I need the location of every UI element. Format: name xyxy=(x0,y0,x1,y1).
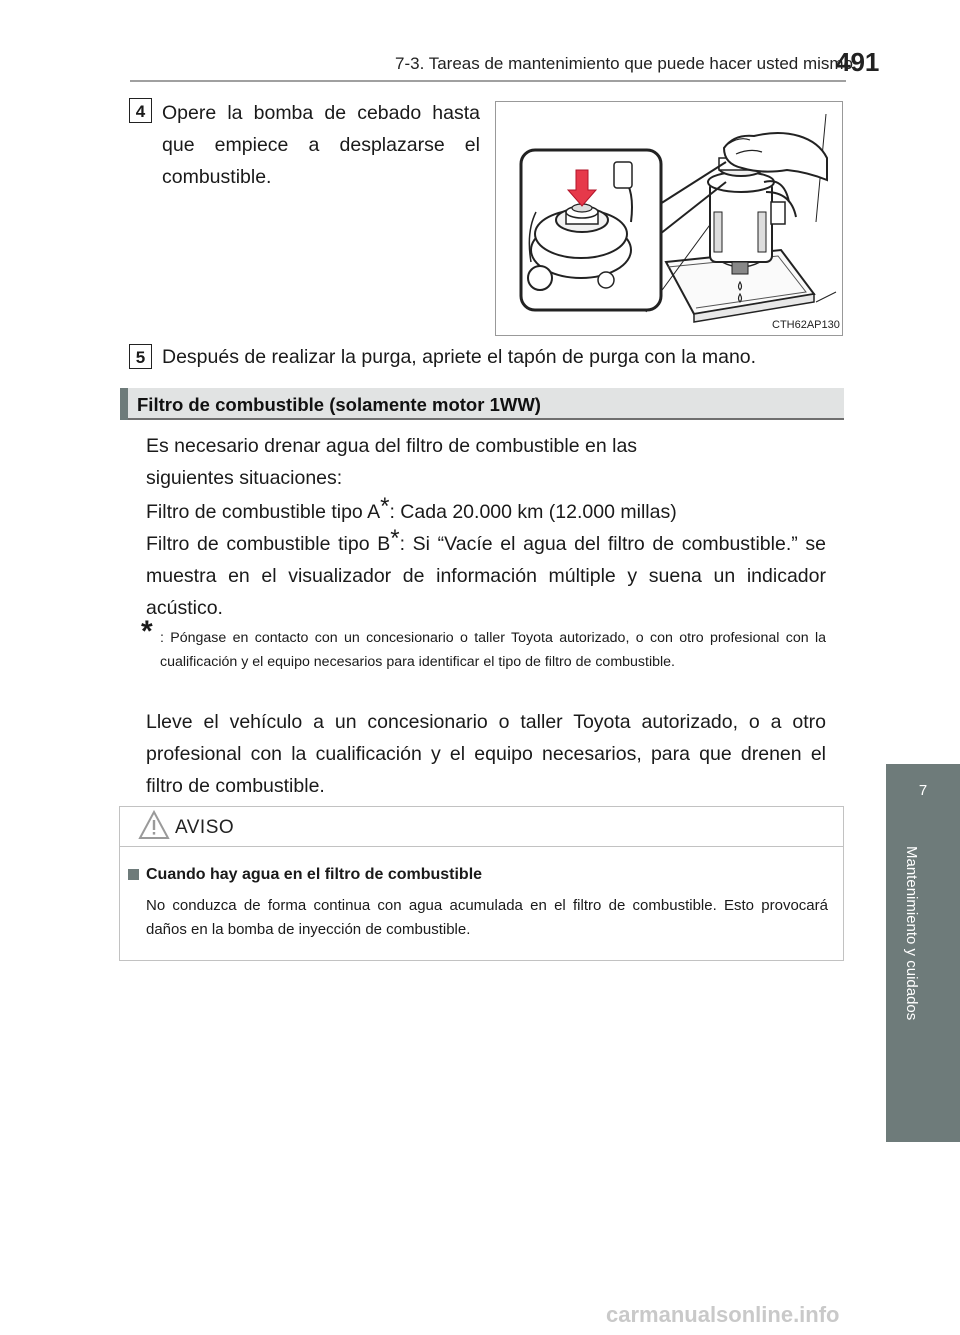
fuel-filter-priming-pump-illustration xyxy=(496,102,842,335)
aviso-text: No conduzca de forma continua con agua acumulada en el filtro de combustible. Esto provocará daños en la bomba de inyección de combustible. xyxy=(146,897,828,938)
page-number: 491 xyxy=(836,47,880,77)
type-b-prefix: Filtro de combustible tipo B xyxy=(146,533,391,555)
aviso-title: AVISO xyxy=(175,817,235,838)
chapter-title: Mantenimiento y cuidados xyxy=(903,846,920,1021)
aviso-divider xyxy=(120,846,843,847)
illustration-code: CTH62AP130 xyxy=(772,319,840,331)
header-section-title: 7-3. Tareas de mantenimiento que puede hacer usted mismo xyxy=(395,54,854,73)
footnote-text: : Póngase en contacto con un concesionario o taller Toyota autorizado, o con otro profesional con la cualificación y el equipo necesarios para identificar el tipo de filtro de combustible. xyxy=(160,630,826,670)
fuel-filter-illustration xyxy=(495,101,843,336)
step-badge-5: 5 xyxy=(129,344,152,369)
section-title: Filtro de combustible (solamente motor 1WW) xyxy=(137,394,541,415)
step-badge-4: 4 xyxy=(129,98,152,123)
chapter-side-tab xyxy=(886,764,960,1142)
step-5-text: Después de realizar la purga, apriete el tapón de purga con la mano. xyxy=(162,346,757,368)
warning-triangle-icon xyxy=(138,810,170,845)
square-bullet-icon xyxy=(128,869,139,880)
chapter-number: 7 xyxy=(918,782,928,799)
body-intro: Es necesario drenar agua del filtro de combustible en las siguientes situaciones: xyxy=(146,435,638,489)
type-a-prefix: Filtro de combustible tipo A xyxy=(146,501,381,523)
header-rule xyxy=(130,80,846,82)
closing-paragraph: Lleve el vehículo a un concesionario o taller Toyota autorizado, o a otro profesional con la cualificación y el equipo necesarios, para que drenen el filtro de combustible. xyxy=(146,711,826,797)
type-a-suffix: : Cada 20.000 km (12.000 millas) xyxy=(389,501,677,523)
type-b-asterisk: * xyxy=(390,525,400,552)
type-b-paragraph xyxy=(146,525,826,624)
watermark: carmanualsonline.info xyxy=(606,1302,840,1327)
step-4-text: Opere la bomba de cebado hasta que empiece a desplazarse el combustible. xyxy=(162,102,480,188)
section-header-accent xyxy=(120,388,128,420)
footnote-asterisk: * xyxy=(141,615,153,648)
type-b-suffix: : Si “Vacíe el agua del filtro de combustible.” se muestra en el visualizador de información múltiple y suena un indicador acústico. xyxy=(146,533,826,619)
type-a-line xyxy=(146,493,826,528)
aviso-heading: Cuando hay agua en el filtro de combustible xyxy=(146,866,483,883)
type-a-asterisk: * xyxy=(380,493,390,520)
